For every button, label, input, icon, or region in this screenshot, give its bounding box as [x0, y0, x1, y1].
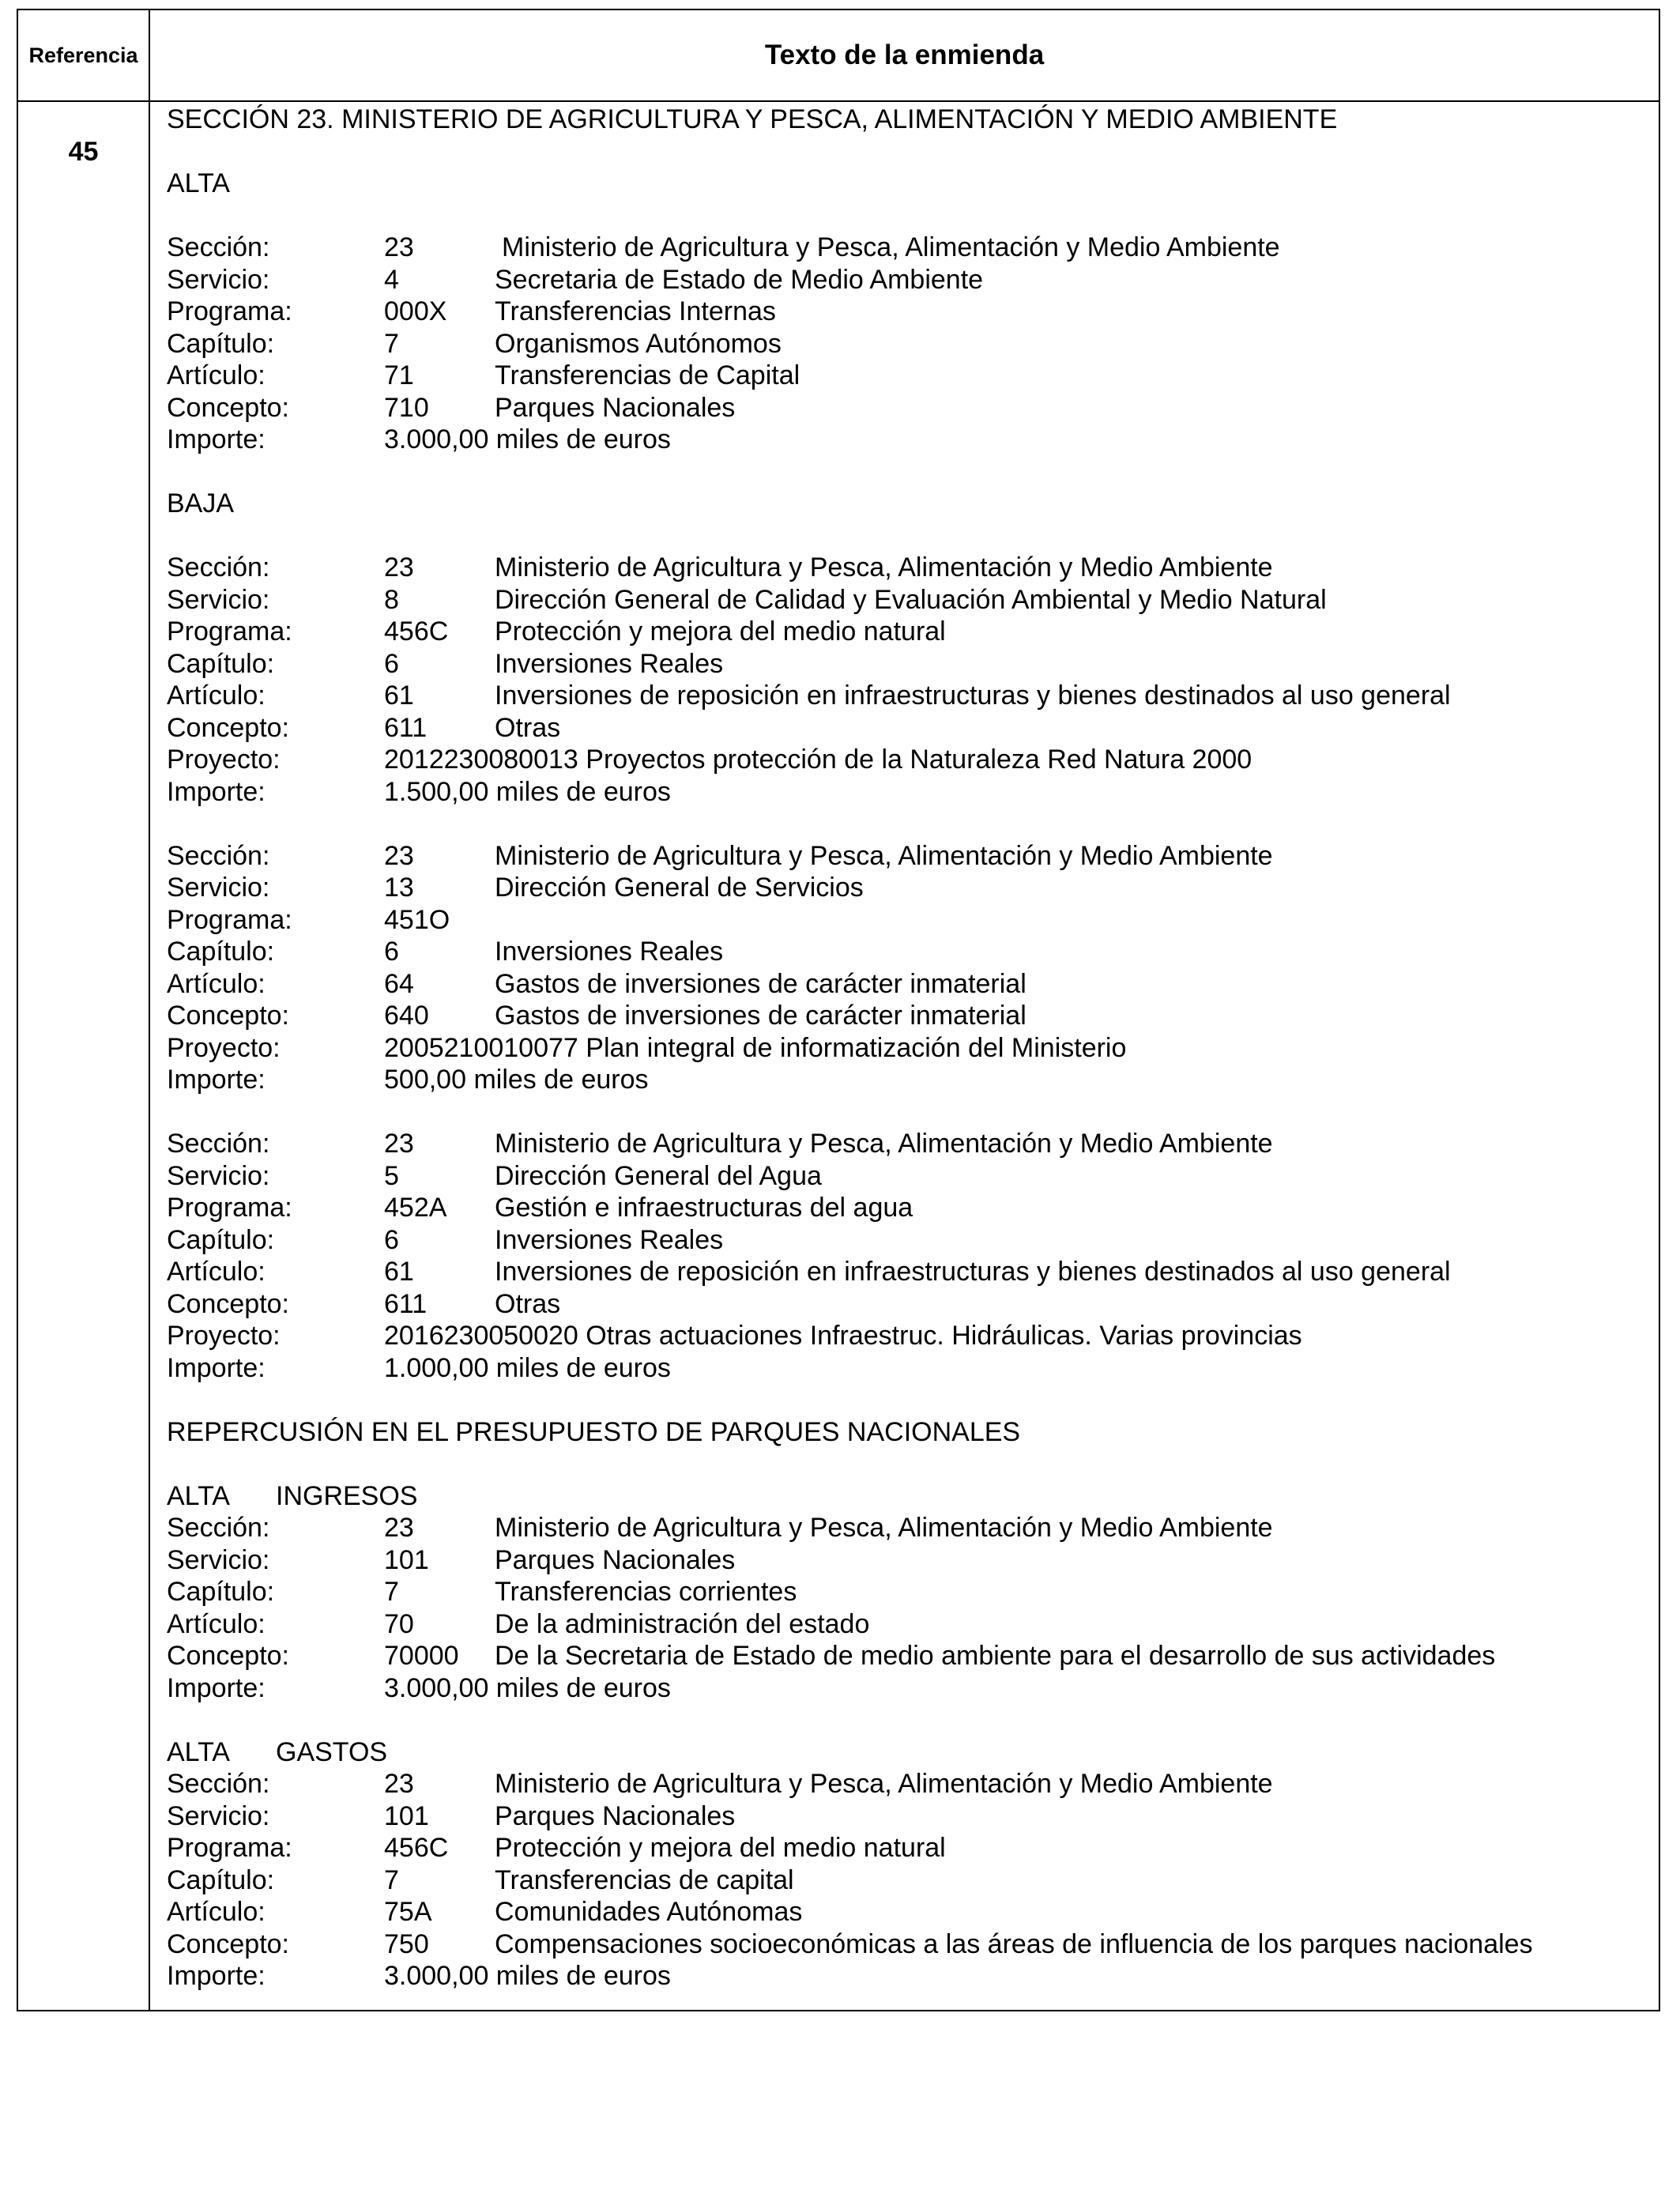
- field-row: [167, 1800, 1643, 1833]
- field-code: 500,00 miles de euros: [384, 1065, 649, 1095]
- field-row: [167, 1128, 1643, 1160]
- field-label: Capítulo:: [167, 1577, 275, 1607]
- field-row: [167, 1672, 1643, 1705]
- field-label: Artículo:: [167, 1608, 266, 1639]
- amendment-table: [17, 9, 1660, 2011]
- field-label: Concepto:: [167, 1928, 289, 1959]
- field-row: [167, 296, 1643, 328]
- gastos-block: [167, 1768, 1643, 1992]
- field-code: 611: [384, 712, 428, 743]
- field-code: 70000: [384, 1641, 459, 1671]
- field-label: Importe:: [167, 1352, 266, 1383]
- field-code: 75A: [384, 1897, 432, 1927]
- baja-block-1: [167, 552, 1643, 808]
- field-label: Capítulo:: [167, 937, 275, 967]
- field-label: Sección:: [167, 1769, 270, 1799]
- field-code: 8: [384, 584, 399, 615]
- field-label: Capítulo:: [167, 328, 275, 359]
- field-description: Comunidades Autónomas: [495, 1897, 803, 1927]
- gastos-heading: [167, 1736, 1643, 1769]
- field-row: [167, 1064, 1643, 1096]
- field-label: Programa:: [167, 1833, 292, 1863]
- field-code: 64: [384, 968, 414, 999]
- baja-heading: [167, 488, 1643, 520]
- field-row: [167, 616, 1643, 648]
- field-description: Gestión e infraestructuras del agua: [495, 1193, 913, 1223]
- field-description: De la administración del estado: [495, 1608, 870, 1639]
- field-description: Ministerio de Agricultura y Pesca, Alimentación y Medio Ambiente: [495, 1513, 1273, 1543]
- field-description: Compensaciones socioeconómicas a las áreas de influencia de los parques nacionales: [495, 1928, 1533, 1959]
- field-code: 23: [384, 1513, 414, 1543]
- field-description: Transferencias de Capital: [495, 360, 800, 390]
- field-code: 451O: [384, 904, 450, 935]
- field-row: [167, 936, 1643, 968]
- field-row: [167, 328, 1643, 360]
- field-description: Ministerio de Agricultura y Pesca, Alimentación y Medio Ambiente: [495, 1769, 1273, 1799]
- field-description: Transferencias corrientes: [495, 1577, 797, 1607]
- field-row: [167, 1224, 1643, 1257]
- field-label: Concepto:: [167, 1288, 289, 1319]
- field-row: [167, 680, 1643, 712]
- field-row: [167, 1000, 1643, 1032]
- field-code: 23: [384, 1769, 414, 1799]
- field-code: 3.000,00 miles de euros: [384, 424, 671, 454]
- field-code: 5: [384, 1160, 399, 1191]
- field-code: 456C: [384, 616, 449, 647]
- field-label: Concepto:: [167, 712, 289, 743]
- field-code: 23: [384, 840, 414, 871]
- field-row: [167, 1256, 1643, 1288]
- field-label: Importe:: [167, 1065, 266, 1095]
- field-description: Protección y mejora del medio natural: [495, 1833, 946, 1863]
- field-row: [167, 1928, 1643, 1961]
- field-row: [167, 904, 1643, 937]
- field-code: 452A: [384, 1193, 447, 1223]
- field-label: Proyecto:: [167, 1032, 281, 1063]
- baja-heading-text: BAJA: [167, 488, 235, 518]
- field-row: [167, 1608, 1643, 1641]
- field-code: 71: [384, 360, 414, 390]
- field-label: Servicio:: [167, 873, 270, 903]
- field-code: 23: [384, 552, 414, 582]
- field-code: 3.000,00 miles de euros: [384, 1961, 671, 1991]
- field-code: 101: [384, 1544, 429, 1575]
- field-label: Concepto:: [167, 1001, 289, 1031]
- field-label: Capítulo:: [167, 1224, 275, 1255]
- field-label: Artículo:: [167, 1897, 266, 1927]
- field-label: Importe:: [167, 1961, 266, 1991]
- field-description: Dirección General de Servicios: [495, 873, 864, 903]
- field-row: [167, 1288, 1643, 1321]
- repercusion-heading: [167, 1416, 1643, 1449]
- field-description: Parques Nacionales: [495, 1800, 736, 1831]
- field-description: Secretaria de Estado de Medio Ambiente: [495, 264, 984, 295]
- field-code: 6: [384, 648, 399, 679]
- field-description: Protección y mejora del medio natural: [495, 616, 946, 647]
- field-label: Sección:: [167, 1129, 270, 1159]
- amendment-text: [167, 104, 1643, 1992]
- field-label: Programa:: [167, 1193, 292, 1223]
- field-row: [167, 392, 1643, 424]
- field-code: 2012230080013 Proyectos protección de la Naturaleza Red Natura 2000: [384, 745, 1252, 775]
- field-label: Capítulo:: [167, 1864, 275, 1895]
- field-description: Organismos Autónomos: [495, 328, 782, 359]
- field-row: [167, 232, 1643, 264]
- header-referencia: Referencia: [28, 43, 138, 67]
- field-label: Proyecto:: [167, 1321, 281, 1351]
- field-label: Artículo:: [167, 968, 266, 999]
- ingresos-heading: [167, 1480, 1643, 1513]
- section-title-text: SECCIÓN 23. MINISTERIO DE AGRICULTURA Y PESCA, ALIMENTACIÓN Y MEDIO AMBIENTE: [167, 104, 1338, 134]
- field-row: [167, 1864, 1643, 1897]
- field-description: Inversiones Reales: [495, 1224, 724, 1255]
- field-label: Programa:: [167, 904, 292, 935]
- ingresos-alta-label: ALTA: [167, 1480, 230, 1511]
- field-code: 1.500,00 miles de euros: [384, 776, 671, 807]
- field-code: 23: [384, 232, 414, 262]
- field-description: Parques Nacionales: [495, 392, 736, 423]
- field-label: Sección:: [167, 232, 270, 262]
- field-description: Transferencias de capital: [495, 1864, 794, 1895]
- field-label: Artículo:: [167, 1257, 266, 1287]
- field-label: Concepto:: [167, 1641, 289, 1671]
- field-row: [167, 1640, 1643, 1672]
- field-label: Servicio:: [167, 584, 270, 615]
- field-row: [167, 584, 1643, 616]
- field-row: [167, 1192, 1643, 1224]
- field-label: Importe:: [167, 1672, 266, 1703]
- ingresos-label: INGRESOS: [276, 1480, 418, 1511]
- field-code: 4: [384, 264, 399, 295]
- field-code: 7: [384, 1864, 399, 1895]
- field-code: 640: [384, 1001, 429, 1031]
- field-description: Otras: [495, 1288, 561, 1319]
- field-label: Servicio:: [167, 264, 270, 295]
- field-description: Parques Nacionales: [495, 1544, 736, 1575]
- baja-block-2: [167, 840, 1643, 1096]
- field-label: Importe:: [167, 424, 266, 454]
- field-label: Programa:: [167, 616, 292, 647]
- field-row: [167, 872, 1643, 904]
- field-description: Inversiones de reposición en infraestructuras y bienes destinados al uso general: [495, 680, 1451, 711]
- field-description: Inversiones Reales: [495, 937, 724, 967]
- header-texto-enmienda: Texto de la enmienda: [764, 40, 1045, 70]
- field-description: Transferencias Internas: [495, 296, 776, 326]
- field-code: 3.000,00 miles de euros: [384, 1672, 671, 1703]
- table-header-row: [18, 10, 1659, 102]
- field-description: Dirección General del Agua: [495, 1160, 822, 1191]
- field-row: [167, 776, 1643, 809]
- field-label: Servicio:: [167, 1160, 270, 1191]
- field-label: Programa:: [167, 296, 292, 326]
- gastos-alta-label: ALTA: [167, 1736, 230, 1767]
- field-row: [167, 968, 1643, 1001]
- field-label: Artículo:: [167, 680, 266, 711]
- field-row: [167, 1768, 1643, 1800]
- field-code: 750: [384, 1928, 429, 1959]
- field-label: Importe:: [167, 776, 266, 807]
- field-label: Servicio:: [167, 1800, 270, 1831]
- column-divider: [149, 10, 150, 2010]
- field-code: 61: [384, 1257, 414, 1287]
- field-row: [167, 1544, 1643, 1577]
- field-row: [167, 1160, 1643, 1193]
- field-description: Ministerio de Agricultura y Pesca, Alimentación y Medio Ambiente: [495, 1129, 1273, 1159]
- field-row: [167, 712, 1643, 745]
- field-row: [167, 424, 1643, 456]
- field-label: Proyecto:: [167, 745, 281, 775]
- field-code: 13: [384, 873, 414, 903]
- field-description: Inversiones Reales: [495, 648, 724, 679]
- reference-number: 45: [68, 137, 99, 167]
- field-code: 101: [384, 1800, 429, 1831]
- field-description: Ministerio de Agricultura y Pesca, Alimentación y Medio Ambiente: [502, 232, 1280, 262]
- field-description: De la Secretaria de Estado de medio ambiente para el desarrollo de sus actividades: [495, 1641, 1496, 1671]
- field-label: Concepto:: [167, 392, 289, 423]
- field-row: [167, 1896, 1643, 1928]
- field-row: [167, 360, 1643, 392]
- field-code: 6: [384, 937, 399, 967]
- field-label: Sección:: [167, 552, 270, 582]
- field-description: Inversiones de reposición en infraestructuras y bienes destinados al uso general: [495, 1257, 1451, 1287]
- field-row: [167, 1032, 1643, 1065]
- field-description: Gastos de inversiones de carácter inmaterial: [495, 1001, 1026, 1031]
- field-code: 710: [384, 392, 429, 423]
- section-title: [167, 104, 1643, 136]
- field-row: [167, 1960, 1643, 1992]
- field-code: 61: [384, 680, 414, 711]
- gastos-label: GASTOS: [276, 1736, 388, 1767]
- field-row: [167, 648, 1643, 680]
- field-label: Sección:: [167, 840, 270, 871]
- field-row: [167, 552, 1643, 584]
- repercusion-heading-text: REPERCUSIÓN EN EL PRESUPUESTO DE PARQUES NACIONALES: [167, 1416, 1021, 1447]
- field-code: 000X: [384, 296, 447, 326]
- field-row: [167, 1512, 1643, 1544]
- field-row: [167, 1832, 1643, 1864]
- field-description: Dirección General de Calidad y Evaluación Ambiental y Medio Natural: [495, 584, 1327, 615]
- alta-block: [167, 232, 1643, 456]
- field-code: 23: [384, 1129, 414, 1159]
- field-description: Ministerio de Agricultura y Pesca, Alimentación y Medio Ambiente: [495, 840, 1273, 871]
- field-code: 6: [384, 1224, 399, 1255]
- field-row: [167, 1352, 1643, 1385]
- alta-heading-text: ALTA: [167, 168, 230, 198]
- field-row: [167, 744, 1643, 776]
- field-row: [167, 840, 1643, 873]
- field-description: Otras: [495, 712, 561, 743]
- alta-heading: [167, 168, 1643, 200]
- field-row: [167, 264, 1643, 296]
- field-label: Artículo:: [167, 360, 266, 390]
- field-code: 2005210010077 Plan integral de informatización del Ministerio: [384, 1032, 1127, 1063]
- field-code: 70: [384, 1608, 414, 1639]
- field-code: 7: [384, 1577, 399, 1607]
- field-description: Gastos de inversiones de carácter inmaterial: [495, 968, 1026, 999]
- field-description: Ministerio de Agricultura y Pesca, Alimentación y Medio Ambiente: [495, 552, 1273, 582]
- field-code: 2016230050020 Otras actuaciones Infraestruc. Hidráulicas. Varias provincias: [384, 1321, 1302, 1351]
- field-code: 611: [384, 1288, 428, 1319]
- field-row: [167, 1576, 1643, 1608]
- field-code: 456C: [384, 1833, 449, 1863]
- field-code: 1.000,00 miles de euros: [384, 1352, 671, 1383]
- field-label: Servicio:: [167, 1544, 270, 1575]
- ingresos-block: [167, 1512, 1643, 1704]
- field-label: Sección:: [167, 1513, 270, 1543]
- field-label: Capítulo:: [167, 648, 275, 679]
- field-code: 7: [384, 328, 399, 359]
- field-row: [167, 1320, 1643, 1352]
- baja-block-3: [167, 1128, 1643, 1384]
